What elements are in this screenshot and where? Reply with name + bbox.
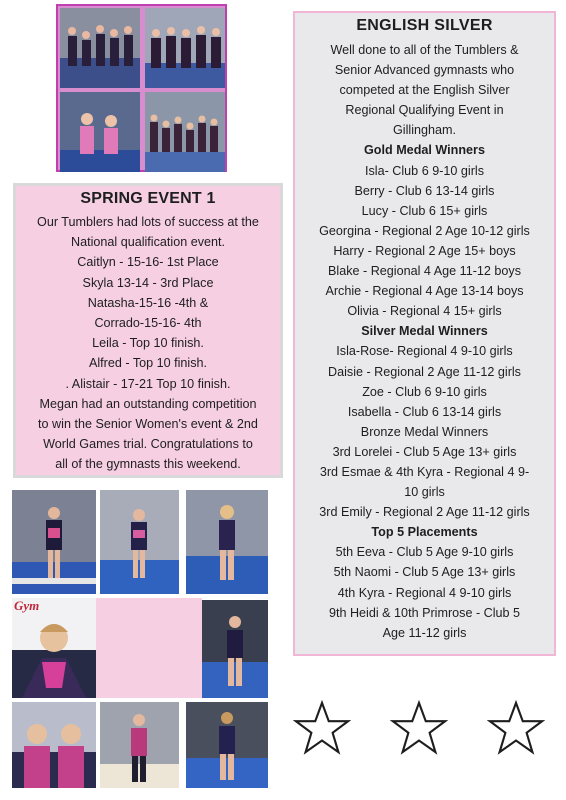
bronze-winner: 10 girls [404, 485, 445, 500]
top5-placement: 5th Naomi - Club 5 Age 13+ girls [333, 565, 516, 580]
top5-heading: Top 5 Placements [371, 525, 478, 540]
silver-winner: Isabella - Club 6 13-14 girls [347, 404, 502, 419]
silver-heading: Silver Medal Winners [361, 324, 488, 339]
spring-line: Skyla 13-14 - 3rd Place [82, 275, 214, 290]
gold-winner: Lucy - Club 6 15+ girls [361, 203, 488, 218]
top5-placement: 5th Eeva - Club 5 Age 9-10 girls [335, 545, 514, 560]
silver-winner: Isla-Rose- Regional 4 9-10 girls [336, 344, 513, 359]
intro-line: Regional Qualifying Event in [345, 103, 504, 118]
spring-line: National qualification event. [70, 235, 226, 250]
intro-line: Well done to all of the Tumblers & [330, 43, 519, 57]
gymnast-photo-2 [100, 490, 179, 594]
spring-line: Natasha-15-16 -4th & [87, 295, 209, 310]
spring-event-title: SPRING EVENT 1 [80, 190, 216, 207]
top5-placement: 4th Kyra - Regional 4 9-10 girls [337, 585, 512, 600]
english-silver-title: ENGLISH SILVER [356, 17, 493, 34]
banner-text: Gym [14, 598, 40, 613]
spring-line: Caitlyn - 15-16- 1st Place [77, 255, 219, 270]
gymnast-pair-photo [12, 702, 96, 788]
gymnast-photo-3 [186, 490, 268, 594]
intro-line: Senior Advanced gymnasts who [334, 63, 515, 78]
gold-winner: Isla- Club 6 9-10 girls [365, 163, 484, 178]
gold-winner: Berry - Club 6 13-14 girls [354, 183, 495, 198]
team-photo-3 [60, 92, 140, 172]
team-photo-2 [145, 8, 225, 88]
bronze-winner: 3rd Esmae & 4th Kyra - Regional 4 9- [319, 464, 530, 479]
bronze-winner: 3rd Emily - Regional 2 Age 11-12 girls [319, 505, 530, 520]
gold-winner: Georgina - Regional 2 Age 10-12 girls [319, 223, 530, 238]
gold-heading: Gold Medal Winners [364, 143, 485, 158]
gold-winner: Archie - Regional 4 Age 13-14 boys [325, 284, 524, 299]
gold-winner: Olivia - Regional 4 15+ girls [347, 304, 502, 319]
star-icon [487, 700, 545, 756]
star-icon [293, 700, 351, 756]
spring-line: to win the Senior Women's event & 2nd [38, 417, 258, 432]
spring-line: Our Tumblers had lots of success at the [37, 215, 259, 229]
spring-line: all of the gymnasts this weekend. [55, 457, 241, 472]
spring-line: . Alistair - 17-21 Top 10 finish. [65, 376, 231, 391]
top5-placement: 9th Heidi & 10th Primrose - Club 5 [328, 605, 521, 620]
team-photo-1 [60, 8, 140, 88]
spring-line: Leila - Top 10 finish. [92, 336, 204, 351]
gymnast-photo-caitlyn [12, 490, 96, 594]
gymnast-photo-7 [100, 702, 179, 788]
gymnast-photo-8 [186, 702, 268, 788]
gold-winner: Blake - Regional 4 Age 11-12 boys [328, 264, 521, 279]
team-photo-collage [56, 4, 227, 172]
spring-line: Alfred - Top 10 finish. [88, 356, 208, 371]
silver-winner: Zoe - Club 6 9-10 girls [362, 384, 487, 399]
intro-line: Gillingham. [393, 123, 456, 138]
spring-line: World Games trial. Congratulations to [43, 437, 253, 452]
spring-event-panel [13, 183, 283, 478]
silver-winner: Daisie - Regional 2 Age 11-12 girls [328, 364, 521, 379]
top5-placement: Age 11-12 girls [382, 625, 467, 640]
spring-line: Megan had an outstanding competition [39, 396, 257, 411]
team-photo-4 [145, 92, 225, 172]
english-silver-panel [293, 11, 556, 656]
bronze-winner: 3rd Lorelei - Club 5 Age 13+ girls [332, 444, 517, 459]
intro-line: competed at the English Silver [339, 83, 510, 98]
gold-winner: Harry - Regional 2 Age 15+ boys [333, 243, 516, 258]
photo-grid-background [96, 598, 202, 698]
gymnast-photo-5 [202, 600, 268, 698]
bronze-heading: Bronze Medal Winners [360, 424, 489, 439]
star-icon [390, 700, 448, 756]
spring-line: Corrado-15-16- 4th [94, 316, 202, 331]
